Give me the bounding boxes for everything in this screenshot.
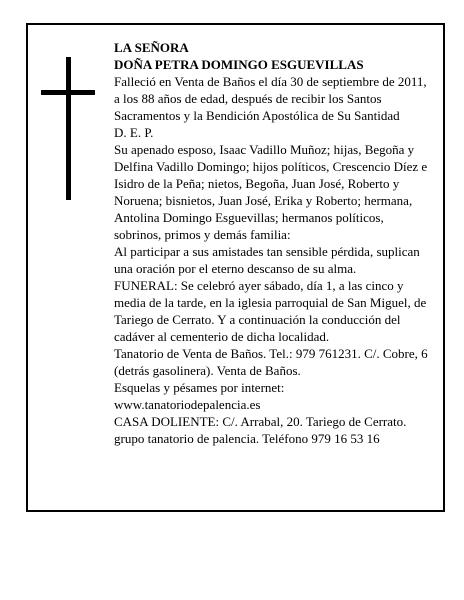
notice-title: LA SEÑORA	[114, 40, 189, 55]
internet-label: Esquelas y pésames por internet:	[114, 380, 285, 395]
family-list: Su apenado esposo, Isaac Vadillo Muñoz; hijas, Begoña y Delfina Vadillo Domingo; hijos políticos, Crescencio Díez e Isidro de la Peña; nietos, Begoña, Juan José, Roberto y Noruena; bisnietos, Juan José, Erika y Roberto; hermana, Antolina Domingo Esguevillas; hermanos políticos, sobrinos, primos y demás familia:	[114, 142, 428, 242]
cross-horizontal-bar	[41, 90, 95, 95]
notice-text	[114, 39, 434, 447]
death-announcement: Falleció en Venta de Baños el día 30 de septiembre de 2011, a los 88 años de edad, después de recibir los Santos Sacramentos y la Bendición Apostólica de Su Santidad	[114, 74, 427, 123]
deceased-name: DOÑA PETRA DOMINGO ESGUEVILLAS	[114, 57, 364, 72]
prayer-request: Al participar a sus amistades tan sensible pérdida, suplican una oración por el eterno descanso de su alma.	[114, 244, 420, 276]
website-link[interactable]: www.tanatoriodepalencia.es	[114, 397, 261, 412]
rip-line: D. E. P.	[114, 125, 154, 140]
tanatorio-info: Tanatorio de Venta de Baños. Tel.: 979 761231. C/. Cobre, 6 (detrás gasolinera). Venta de Baños.	[114, 346, 428, 378]
casa-doliente: CASA DOLIENTE: C/. Arrabal, 20. Tariego de Cerrato.	[114, 414, 407, 429]
cross-vertical-bar	[66, 57, 71, 200]
obituary-notice	[26, 23, 445, 512]
footer-contact: grupo tanatorio de palencia. Teléfono 979 16 53 16	[114, 431, 380, 446]
funeral-info: FUNERAL: Se celebró ayer sábado, día 1, a las cinco y media de la tarde, en la iglesia parroquial de San Miguel, de Tariego de Cerrato. Y a continuación la conducción del cadáver al cementerio de dicha localidad.	[114, 278, 427, 344]
